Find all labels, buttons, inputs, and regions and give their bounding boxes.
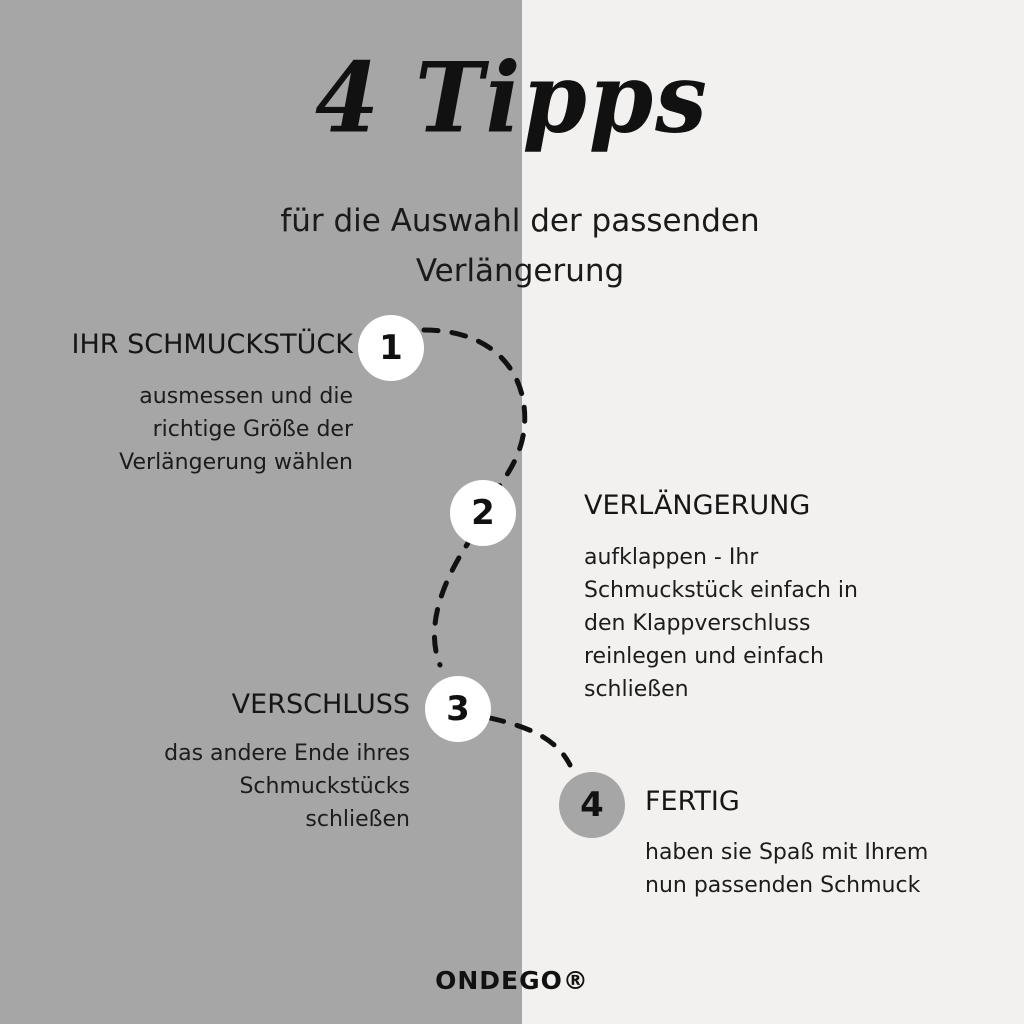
step-2-number: 2: [471, 493, 495, 533]
step-3-description: [110, 737, 410, 836]
step-2-heading: VERLÄNGERUNG: [584, 490, 811, 521]
step-3-heading: VERSCHLUSS: [231, 689, 410, 720]
step-1-line-2: richtige Größe der: [152, 417, 353, 442]
step-2-line-3: den Klappverschluss: [584, 611, 811, 636]
step-2-line-5: schließen: [584, 677, 689, 702]
subtitle-line-2: Verlängerung: [415, 253, 625, 289]
step-2-line-4: reinlegen und einfach: [584, 644, 824, 669]
step-2-description: [584, 541, 914, 706]
step-2-line-2: Schmuckstück einfach in: [584, 578, 858, 603]
step-1-circle: [358, 315, 424, 381]
step-1-description: [23, 380, 353, 479]
step-1-line-1: ausmessen und die: [139, 384, 353, 409]
step-4-line-1: haben sie Spaß mit Ihrem: [645, 840, 929, 865]
page-title: 4 Tipps: [315, 41, 709, 155]
step-2-circle: [450, 480, 516, 546]
step-4-line-2: nun passenden Schmuck: [645, 873, 921, 898]
step-3-line-1: das andere Ende ihres: [164, 741, 410, 766]
brand-logo-text: ONDEGO®: [435, 966, 589, 995]
step-4-heading: FERTIG: [645, 786, 740, 817]
step-4-circle: [559, 772, 625, 838]
subtitle-line-1: für die Auswahl der passenden: [280, 203, 760, 239]
step-1-line-3: Verlängerung wählen: [119, 450, 353, 475]
step-3-line-3: schließen: [305, 807, 410, 832]
step-4-number: 4: [580, 785, 604, 825]
step-3-circle: [425, 676, 491, 742]
step-2-line-1: aufklappen - Ihr: [584, 545, 759, 570]
step-1-number: 1: [379, 328, 403, 368]
step-3-line-2: Schmuckstücks: [239, 774, 410, 799]
step-1-heading: IHR SCHMUCKSTÜCK: [71, 329, 353, 360]
step-3-number: 3: [446, 689, 470, 729]
step-4-description: [645, 836, 975, 902]
